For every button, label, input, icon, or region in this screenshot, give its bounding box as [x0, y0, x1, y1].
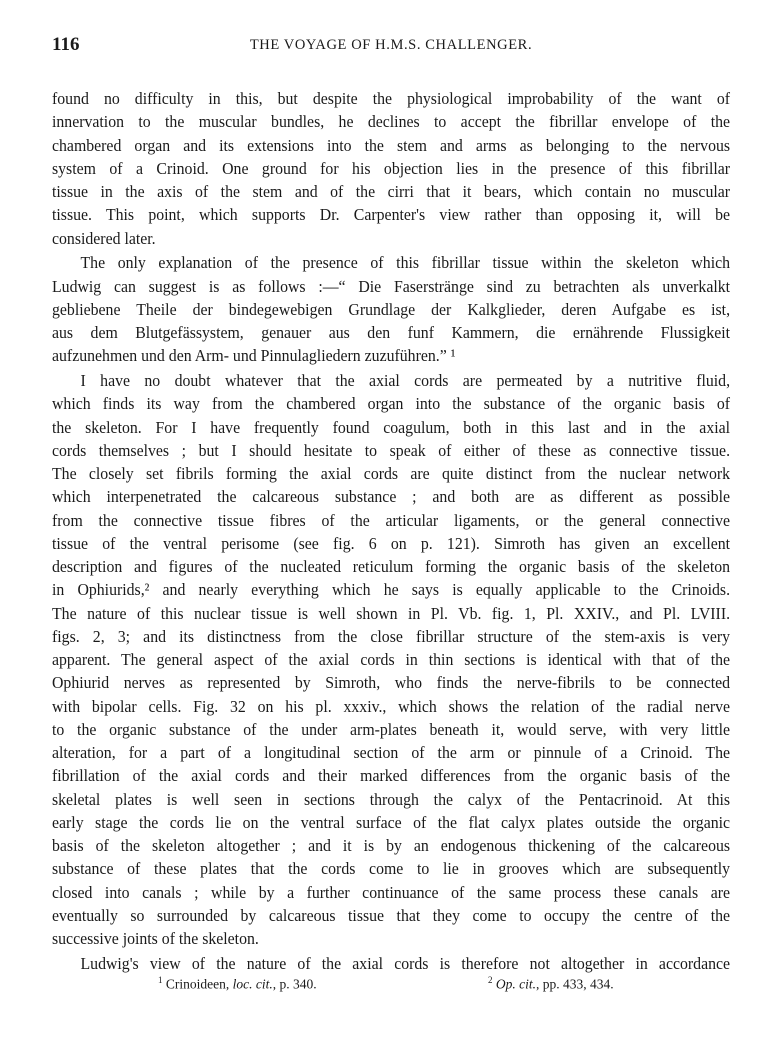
footnote-citation: loc. cit. [232, 976, 273, 992]
text-line: basis of the skeleton altogether ; and it is by an endogenous thickening of the calcareous [52, 836, 731, 855]
text-line: successive joints of the skeleton. [52, 929, 259, 948]
footnote-text: Crinoideen, [165, 976, 233, 992]
text-line: tissue in the axis of the stem and of the cirri that it bears, which contain no muscular [52, 182, 731, 201]
running-header [52, 34, 730, 58]
text-line: figs. 2, 3; and its distinctness from the close fibrillar structure of the stem-axis is very [52, 626, 731, 646]
text-line: which finds its way from the chambered organ into the substance of the organic basis of [52, 394, 731, 414]
footnote-1 [158, 975, 317, 993]
text-line: I have no doubt whatever that the axial cords are permeated by a nutritive fluid, [80, 371, 731, 390]
text-line: skeletal plates is well seen in sections through the calyx of the Pentacrinoid. At this [52, 789, 731, 809]
footnote-citation: Op. cit. [495, 976, 536, 992]
paragraph [52, 87, 730, 250]
text-line: chambered organ and its extensions into the stem and arms as belonging to the nervous [52, 135, 731, 155]
text-line: gebliebene Theile der bindegewebigen Grundlage der Kalkglieder, deren Aufgabe es ist, [52, 299, 731, 319]
text-line: to the organic substance of the under arm-plates beneath it, would serve, with very little [52, 719, 731, 739]
text-line: the skeleton. For I have frequently found coagulum, both in this last and in the axial [52, 417, 731, 437]
text-line: apparent. The general aspect of the axial cords in thin sections is identical with that of the [52, 650, 731, 669]
paragraph [52, 251, 730, 367]
text-line: alteration, for a part of a longitudinal section of the arm or pinnule of a Crinoid. The [52, 743, 731, 762]
text-line: fibrillation of the axial cords and their marked differences from the organic basis of the [52, 766, 731, 786]
text-line: early stage the cords lie on the ventral surface of the flat calyx plates outside the organic [52, 812, 731, 832]
text-line: in Ophiurids,² and nearly everything which he says is equally applicable to the Crinoids. [52, 580, 731, 600]
text-line: Ludwig can suggest is as follows :—“ Die Faserstränge sind zu betrachten als unverkalkt [52, 276, 731, 296]
text-line: aufzunehmen und den Arm- und Pinnulagliedern zuzuführen.” ¹ [52, 346, 456, 366]
text-line: system of a Crinoid. One ground for his objection lies in the presence of this fibrillar [52, 158, 731, 178]
text-line: aus dem Blutgefässystem, genauer aus den funf Kammern, die ernährende Flussigkeit [52, 323, 731, 342]
text-line: The nature of this nuclear tissue is well shown in Pl. Vb. fig. 1, Pl. XXIV., and Pl. LVIII. [52, 603, 731, 623]
text-line: with bipolar cells. Fig. 32 on his pl. xxxiv., which shows the relation of the radial nerve [52, 696, 731, 716]
footnote-page: , pp. 433, 434. [536, 976, 614, 992]
text-line: tissue. This point, which supports Dr. Carpenter's view rather than opposing it, will be [52, 205, 731, 225]
running-title: THE VOYAGE OF H.M.S. CHALLENGER. [249, 37, 533, 53]
text-line: from the connective tissue fibres of the articular ligaments, or the general connective [52, 510, 731, 530]
footnote-2 [488, 975, 614, 993]
body-text [52, 87, 730, 977]
paragraph [52, 952, 730, 975]
text-line: description and figures of the nucleated reticulum forming the organic basis of the skeleton [52, 557, 731, 576]
text-line: eventually so surrounded by calcareous tissue that they come to occupy the centre of the [52, 905, 731, 925]
text-line: The only explanation of the presence of this fibrillar tissue within the skeleton which [80, 253, 731, 273]
text-line: considered later. [52, 228, 156, 248]
page-number: 116 [52, 34, 80, 55]
text-line: Ophiurid nerves as represented by Simroth, who finds the nerve-fibrils to be connected [52, 673, 731, 693]
text-line: innervation to the muscular bundles, he declines to accept the fibrillar envelope of the [52, 112, 731, 132]
text-line: cords themselves ; but I should hesitate to speak of either of these as connective tissue. [52, 440, 731, 460]
text-line: substance of these plates that the cords come to lie in grooves which are subsequently [52, 859, 731, 879]
text-line: closed into canals ; while by a further continuance of the same process these canals are [52, 882, 731, 902]
footnote-mark: 1 [158, 975, 163, 985]
text-line: Ludwig's view of the nature of the axial cords is therefore not altogether in accordance [80, 953, 731, 973]
text-line: tissue of the ventral perisome (see fig. 6 on p. 121). Simroth has given an excellent [52, 533, 731, 553]
text-line: found no difficulty in this, but despite the physiological improbability of the want of [52, 89, 731, 108]
paragraph [52, 369, 730, 950]
footnote-page: , p. 340. [272, 976, 317, 992]
text-line: The closely set fibrils forming the axial cords are quite distinct from the nuclear network [52, 464, 731, 483]
footnote-mark: 2 [488, 975, 493, 985]
text-line: which interpenetrated the calcareous substance ; and both are as different as possible [52, 487, 731, 507]
